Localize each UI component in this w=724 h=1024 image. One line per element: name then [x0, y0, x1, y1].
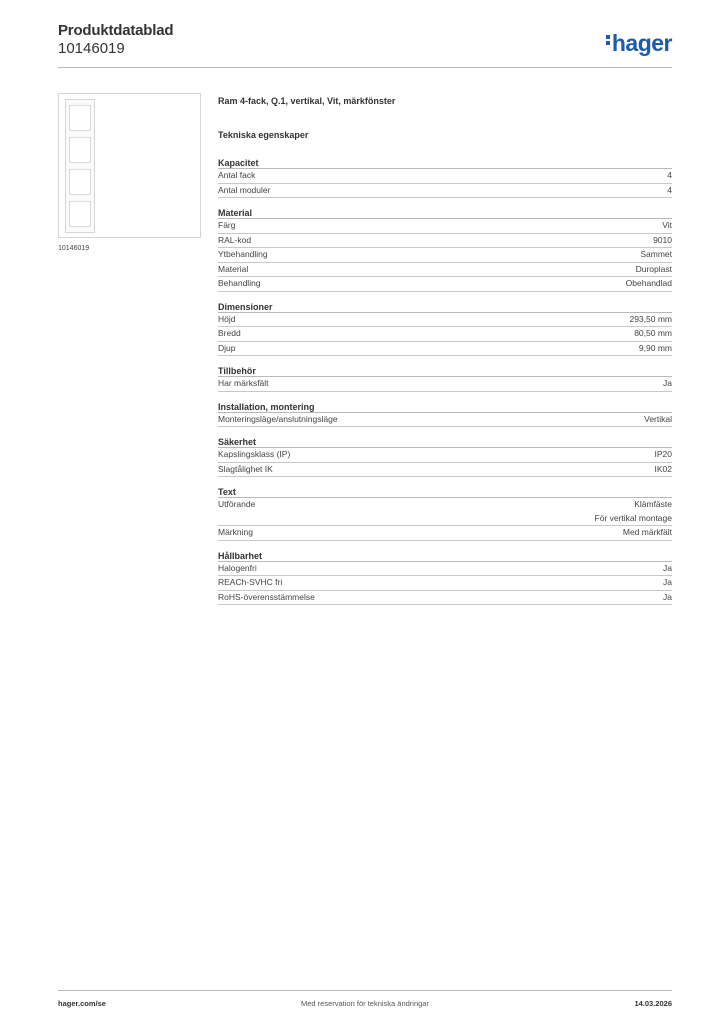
spec-value-line: 80,50 mm: [634, 328, 672, 338]
spec-value-line: 9010: [653, 234, 672, 245]
spec-value: [626, 277, 672, 291]
product-thumbnail: [58, 93, 201, 238]
spec-value: [662, 219, 672, 233]
spec-value-line: Med märkfält: [622, 527, 672, 537]
page-header: [58, 22, 672, 68]
spec-row: [218, 263, 672, 278]
spec-label: Antal fack: [218, 170, 256, 180]
spec-sections: [218, 157, 672, 605]
spec-value-line: IP20: [654, 449, 672, 459]
spec-label: Har märksfält: [218, 378, 269, 388]
spec-value-line: 293,50 mm: [629, 313, 672, 324]
document-title: Produktdatablad: [58, 22, 174, 39]
spec-value-line: Ja: [663, 591, 672, 602]
spec-value-line: Sammet: [640, 249, 672, 259]
spec-section: [218, 486, 672, 541]
spec-section: [218, 157, 672, 198]
tech-heading: Tekniska egenskaper: [218, 130, 309, 140]
spec-section: [218, 207, 672, 292]
spec-row: [218, 342, 672, 357]
spec-label: Bredd: [218, 328, 241, 338]
spec-value-line: Vertikal: [644, 413, 672, 424]
spec-label: Utförande: [218, 499, 256, 509]
spec-label: Ytbehandling: [218, 249, 268, 259]
spec-value: [634, 327, 672, 341]
hager-logo: [606, 30, 672, 57]
spec-label: Slagtålighet IK: [218, 463, 273, 474]
spec-value-line: För vertikal montage: [594, 512, 672, 523]
spec-section: [218, 301, 672, 357]
spec-value: [653, 234, 672, 248]
spec-row: [218, 219, 672, 234]
spec-value: [663, 377, 672, 391]
footer-website[interactable]: hager.com/se: [58, 999, 106, 1008]
spec-value-line: Duroplast: [635, 263, 672, 274]
frame-slot: [69, 105, 91, 131]
spec-label: Djup: [218, 342, 236, 353]
spec-value-line: Ja: [663, 562, 672, 573]
spec-row: [218, 413, 672, 428]
logo-dots-icon: [606, 33, 611, 47]
spec-section: [218, 550, 672, 606]
spec-value-line: 9,90 mm: [638, 342, 672, 353]
spec-value: [663, 591, 672, 605]
product-content: [218, 96, 672, 614]
spec-value: [663, 576, 672, 590]
spec-value: [667, 169, 672, 183]
spec-value: [595, 498, 672, 525]
spec-row: [218, 562, 672, 577]
spec-value-line: 4: [667, 170, 672, 180]
footer-disclaimer: Med reservation för tekniska ändringar: [301, 999, 429, 1008]
document-number: 10146019: [58, 40, 125, 57]
spec-label: REACh-SVHC fri: [218, 577, 283, 587]
spec-row: [218, 277, 672, 292]
spec-row: [218, 313, 672, 328]
spec-row: [218, 234, 672, 249]
spec-value-line: Klämfäste: [634, 499, 672, 509]
spec-value: [667, 184, 672, 198]
spec-section: [218, 401, 672, 428]
spec-label: RAL-kod: [218, 234, 252, 245]
spec-section: [218, 436, 672, 477]
spec-label: RoHS-överensstämmelse: [218, 591, 315, 602]
logo-text: hager: [611, 30, 672, 56]
spec-label: Material: [218, 263, 249, 274]
spec-row: [218, 248, 672, 263]
spec-label: Färg: [218, 220, 236, 230]
section-title: Hållbarhet: [218, 550, 672, 562]
spec-row: [218, 169, 672, 184]
thumbnail-caption: 10146019: [58, 245, 90, 252]
spec-row: [218, 591, 672, 606]
spec-value: [663, 562, 672, 576]
spec-value-line: Obehandlad: [625, 278, 672, 288]
spec-value: [629, 313, 672, 327]
spec-value-line: Ja: [663, 378, 672, 388]
frame-slot: [69, 169, 91, 195]
spec-label: Märkning: [218, 527, 253, 537]
spec-value: [636, 263, 672, 277]
section-title: Material: [218, 207, 672, 219]
frame-slot: [69, 201, 91, 227]
section-title: Text: [218, 486, 672, 498]
spec-label: Behandling: [218, 278, 261, 288]
product-frame-image: [65, 99, 95, 233]
product-title: Ram 4-fack, Q.1, vertikal, Vit, märkfönster: [218, 96, 396, 106]
spec-value-line: Ja: [663, 577, 672, 587]
spec-value: [655, 448, 673, 462]
spec-value: [655, 463, 673, 477]
spec-value-line: 4: [667, 184, 672, 195]
section-title: Installation, montering: [218, 401, 672, 413]
page-footer: [58, 990, 672, 1014]
spec-value: [639, 342, 672, 356]
spec-value: [623, 526, 672, 540]
spec-row: [218, 184, 672, 199]
spec-row: [218, 377, 672, 392]
spec-value-line: Vit: [662, 220, 672, 230]
spec-row: [218, 448, 672, 463]
section-title: Tillbehör: [218, 365, 672, 377]
spec-section: [218, 365, 672, 392]
spec-row: [218, 576, 672, 591]
spec-label: Halogenfri: [218, 562, 257, 573]
section-title: Säkerhet: [218, 436, 672, 448]
spec-row: [218, 463, 672, 478]
spec-row: [218, 526, 672, 541]
spec-value-line: IK02: [654, 463, 672, 474]
spec-label: Kapslingsklass (IP): [218, 449, 291, 459]
spec-label: Höjd: [218, 313, 236, 324]
section-title: Dimensioner: [218, 301, 672, 313]
footer-date: 14.03.2026: [634, 999, 672, 1008]
spec-label: Antal moduler: [218, 184, 271, 195]
spec-row: [218, 498, 672, 526]
spec-value: [640, 248, 672, 262]
spec-value: [644, 413, 672, 427]
spec-label: Monteringsläge/anslutningsläge: [218, 413, 338, 424]
spec-row: [218, 327, 672, 342]
section-title: Kapacitet: [218, 157, 672, 169]
frame-slot: [69, 137, 91, 163]
